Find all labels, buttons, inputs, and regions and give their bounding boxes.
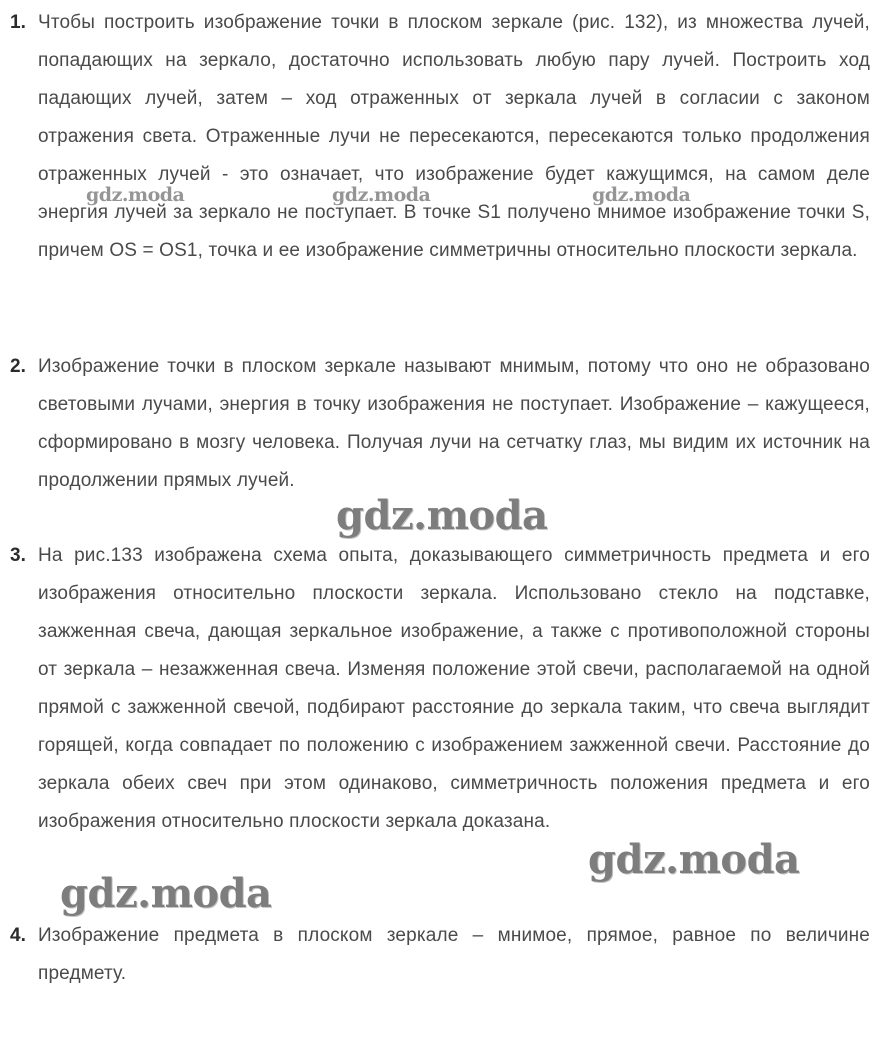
answer-item-2 — [10, 348, 870, 500]
item-text: Изображение предмета в плоском зеркале – мнимое, прямое, равное по величине предмету. — [38, 925, 870, 984]
answer-item-3 — [10, 537, 870, 841]
item-number: 2. — [10, 356, 26, 377]
watermark: gdz.moda — [336, 492, 548, 539]
watermark: gdz.moda — [332, 184, 431, 206]
item-text: Изображение точки в плоском зеркале называют мнимым, потому что оно не образовано световыми лучами, энергия в точку изображения не поступает. Изображение – кажущееся, сформировано в мозгу человека. Получая лучи на сетчатку глаз, мы видим их источник на продолжении прямых лучей. — [38, 356, 870, 491]
item-number: 1. — [10, 12, 26, 33]
watermark: gdz.moda — [592, 184, 691, 206]
watermark: gdz.moda — [588, 836, 800, 883]
answer-item-1 — [10, 4, 870, 270]
watermark: gdz.moda — [86, 184, 185, 206]
item-number: 3. — [10, 545, 26, 566]
item-text: Чтобы построить изображение точки в плоском зеркале (рис. 132), из множества лучей, попадающих на зеркало, достаточно использовать любую пару лучей. Построить ход падающих лучей, затем – ход отраженных от зеркала лучей в согласии с законом отражения света. Отраженные лучи не пересекаются, пересекаются только продолжения отраженных лучей - это означает, что изображение будет кажущимся, на самом деле энергия лучей за зеркало не поступает. В точке S1 получено мнимое изображение точки S, причем OS = OS1, точка и ее изображение симметричны относительно плоскости зеркала. — [38, 12, 870, 261]
item-number: 4. — [10, 925, 26, 946]
watermark: gdz.moda — [60, 870, 272, 917]
item-text: На рис.133 изображена схема опыта, доказывающего симметричность предмета и его изображения относительно плоскости зеркала. Использовано стекло на подставке, зажженная свеча, дающая зеркальное изображение, а также с противоположной стороны от зеркала – незажженная свеча. Изменяя положение этой свечи, располагаемой на одной прямой с зажженной свечой, подбирают расстояние до зеркала таким, что свеча выглядит горящей, когда совпадает по положению с изображением зажженной свечи. Расстояние до зеркала обеих свеч при этом одинаково, симметричность положения предмета и его изображения относительно плоскости зеркала доказана. — [38, 545, 870, 832]
answer-item-4 — [10, 917, 870, 993]
